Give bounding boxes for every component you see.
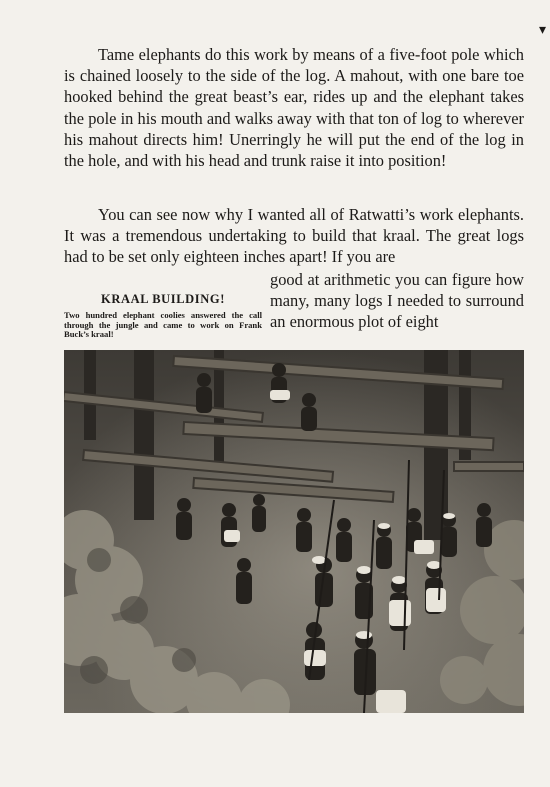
caption-text: Two hundred elephant coolies answered the call through the jungle and came to work on Frank Buck’s kraal! [64,310,262,340]
paragraph-arithmetic: good at arithmetic you can figure how many, many logs I needed to surround an enormous plot of eight [270,270,524,332]
kraal-building-photo [64,350,524,713]
corner-mark: ▾ [538,22,546,38]
paragraph-kraal-undertaking: You can see now why I wanted all of Ratwatti’s work elephants. It was a tremendous undertaking to build that kraal. The great logs had to be set only eighteen inches apart! If you are [64,205,524,267]
kraal-photo-illustration [64,350,524,713]
caption-title: KRAAL BUILDING! [101,292,225,306]
photo-caption [64,292,262,340]
paragraph-elephant-work: Tame elephants do this work by means of a five-foot pole which is chained loosely to the side of the log. A mahout, with one bare toe hooked behind the great beast’s ear, rides up and the elephant takes the pole in his mouth and walks away with that ton of log to wherever his mahout directs him! Unerringly he will put the end of the log in the hole, and with his head and trunk raise it into position! [64,45,524,171]
